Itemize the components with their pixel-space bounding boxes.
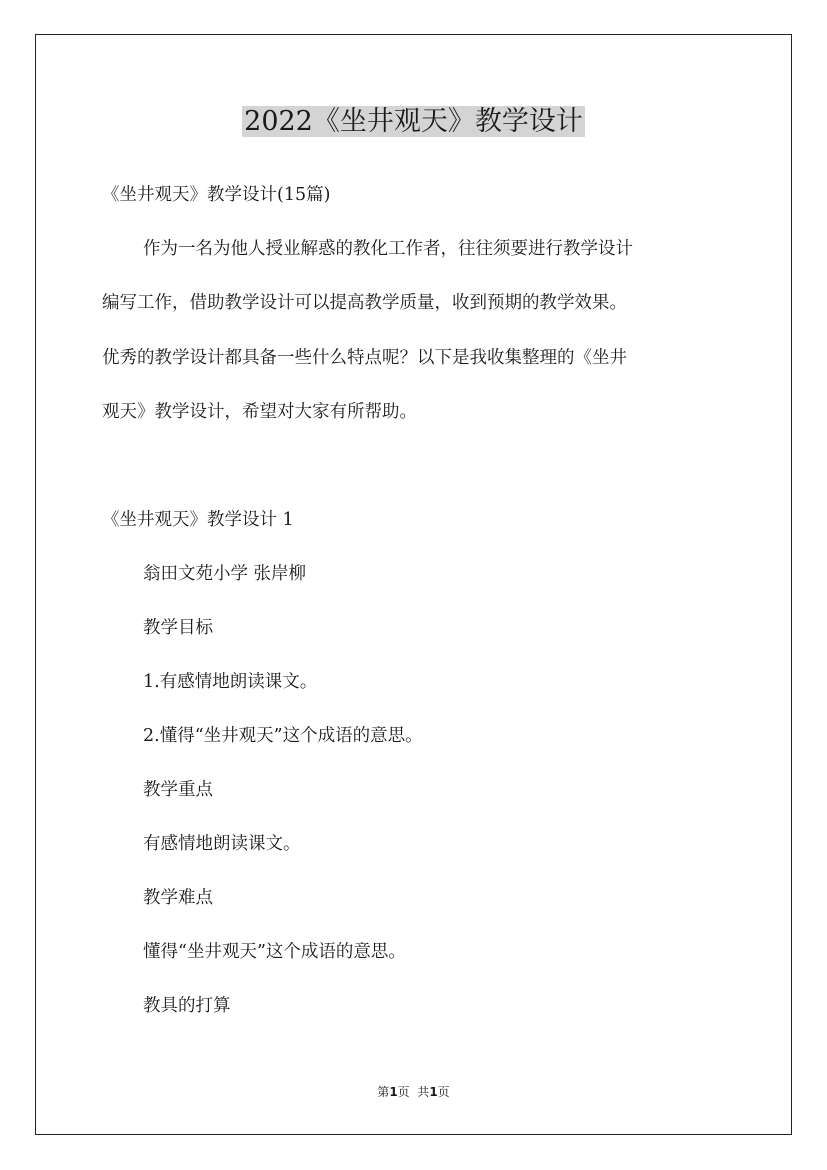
footer-page-number: 1 [389, 1085, 398, 1099]
footer-page-prefix: 第 [377, 1085, 390, 1099]
teaching-difficulty-text: 懂得“坐井观天”这个成语的意思。 [143, 942, 406, 962]
footer-page-total: 1 [429, 1085, 438, 1099]
document-title [0, 104, 827, 140]
footer-page-suffix: 页 [437, 1085, 450, 1099]
heading-teaching-difficulty: 教学难点 [143, 888, 213, 908]
heading-teaching-goals: 教学目标 [143, 618, 213, 638]
footer-page-mid: 页 共 [397, 1085, 430, 1099]
intro-line-1: 作为一名为他人授业解惑的教化工作者，往往须要进行教学设计 [143, 239, 633, 259]
intro-line-4: 观天》教学设计，希望对大家有所帮助。 [102, 402, 417, 422]
document-title-text: 2022《坐井观天》教学设计 [244, 106, 583, 137]
goal-item-1: 1.有感情地朗读课文。 [143, 672, 318, 692]
intro-line-3: 优秀的教学设计都具备一些什么特点呢？以下是我收集整理的《坐井 [102, 348, 627, 368]
goal-item-2: 2.懂得“坐井观天”这个成语的意思。 [143, 726, 423, 746]
page-footer [0, 1084, 827, 1100]
section-heading: 《坐井观天》教学设计 1 [102, 510, 294, 530]
teaching-focus-text: 有感情地朗读课文。 [143, 834, 301, 854]
document-subtitle: 《坐井观天》教学设计(15篇) [102, 185, 331, 205]
intro-line-2: 编写工作，借助教学设计可以提高教学质量，收到预期的教学效果。 [102, 293, 627, 313]
heading-teaching-focus: 教学重点 [143, 780, 213, 800]
author-line: 翁田文苑小学 张岸柳 [143, 564, 307, 584]
heading-teaching-aids: 教具的打算 [143, 996, 231, 1016]
